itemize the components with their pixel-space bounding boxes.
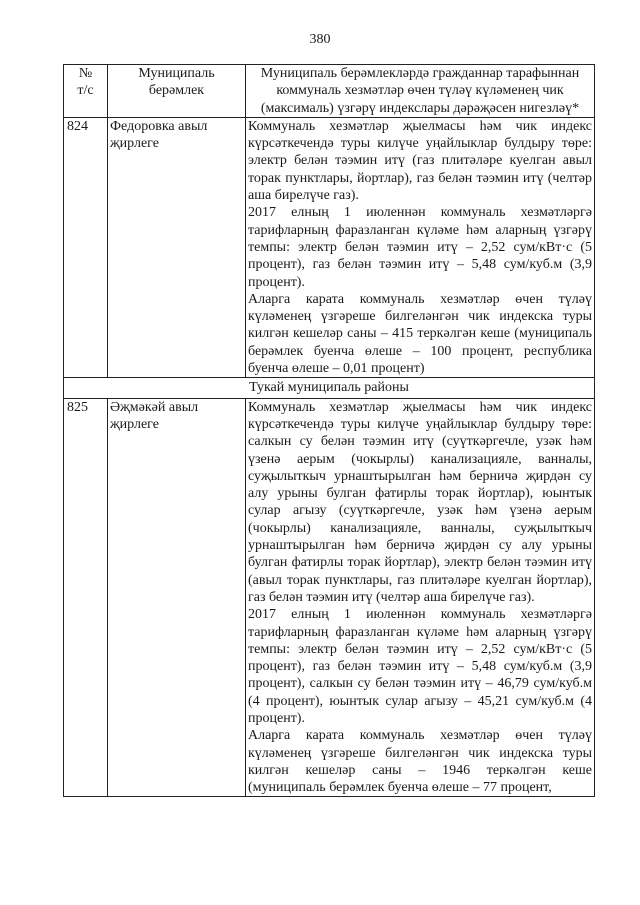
table-row (64, 117, 595, 377)
district-heading: Тукай муниципаль районы (64, 378, 595, 398)
row-paragraph: Аларга карата коммуналь хезмәтләр өчен түләү күләменең үзгәреше билгеләнгән чик индекска туры килгән кешеләр саны – 1946 теркәлгән кеше (муниципаль берәмлек буенча өлеше – 77 процент, (248, 728, 592, 796)
header-number: № т/с (64, 65, 108, 118)
row-description (246, 398, 595, 797)
header-description: Муниципаль берәмлекләрдә гражданнар тарафыннан коммуналь хезмәтләр өчен түләү күләменең чик (максималь) үзгәрү индекслары дәрәҗәсен нигезләү* (246, 65, 595, 118)
table-row (64, 398, 595, 797)
district-row (64, 378, 595, 398)
row-number: 825 (64, 398, 108, 797)
row-paragraph: 2017 елның 1 июленнән коммуналь хезмәтләргә тарифларның фаразланган күләме һәм аларның үзгәрү темпы: электр белән тәэмин итү – 2,52 сум/кВт·с (5 процент), газ белән тәэмин итү – 5,48 сум/куб.м (3,9 процент), салкын су белән тәэмин итү – 46,79 сум/куб.м (4 процент), юынтык сулар агызу – 45,21 сум/куб.м (4 процент). (248, 607, 592, 726)
index-table (63, 64, 595, 797)
row-description (246, 117, 595, 377)
row-municipality: Федоровка авыл җирлеге (108, 117, 246, 377)
row-paragraph: Коммуналь хезмәтләр җыелмасы һәм чик индекс күрсәткечендә туры килүче уңайлыклар булдыру төре: электр белән тәэмин итү (газ плитәләре куелган авыл торак пунктлары, йортлар), газ белән тәэмин итү (челтәр аша бирелүче газ). (248, 118, 592, 204)
page-number: 380 (309, 32, 331, 47)
table-header-row (64, 65, 595, 118)
row-paragraph: Аларга карата коммуналь хезмәтләр өчен түләү күләменең үзгәреше билгеләнгән чик индекска туры килгән кешеләр саны – 415 теркәлгән кеше (муниципаль берәмлек буенча өлеше – 100 процент, республика буенча өлеше – 0,01 процент) (248, 291, 592, 377)
row-municipality: Әҗмәкәй авыл җирлеге (108, 398, 246, 797)
row-paragraph: Коммуналь хезмәтләр җыелмасы һәм чик индекс күрсәткечендә туры килүче уңайлыклар булдыру төре: салкын су белән тәэмин итү (суүткәргечле, узәк һәм үзенә аерым (чокырлы) канализацияле, ванналы, суҗылыткыч урнаштырылган һәм берничә җирдән су алу урыны булган фатирлы торак йортлар), юынтык сулар агызу (суүткәргечле, узәк һәм үзенә аерым (чокырлы) канализацияле, ванналы, суҗылыткыч урнаштырылган һәм берничә җирдән су алу урыны булган фатирлы торак йортлар), электр белән тәэмин итү (авыл торак пунктлары, газ плитәләре куелган йортлар), газ белән тәэмин итү (челтәр аша бирелүче газ). (248, 399, 592, 605)
header-municipality: Муниципаль берәмлек (108, 65, 246, 118)
row-paragraph: 2017 елның 1 июленнән коммуналь хезмәтләргә тарифларның фаразланган күләме һәм аларның үзгәрү темпы: электр белән тәэмин итү – 2,52 сум/кВт·с (5 процент), газ белән тәэмин итү – 5,48 сум/куб.м (3,9 процент). (248, 205, 592, 290)
row-number: 824 (64, 117, 108, 377)
